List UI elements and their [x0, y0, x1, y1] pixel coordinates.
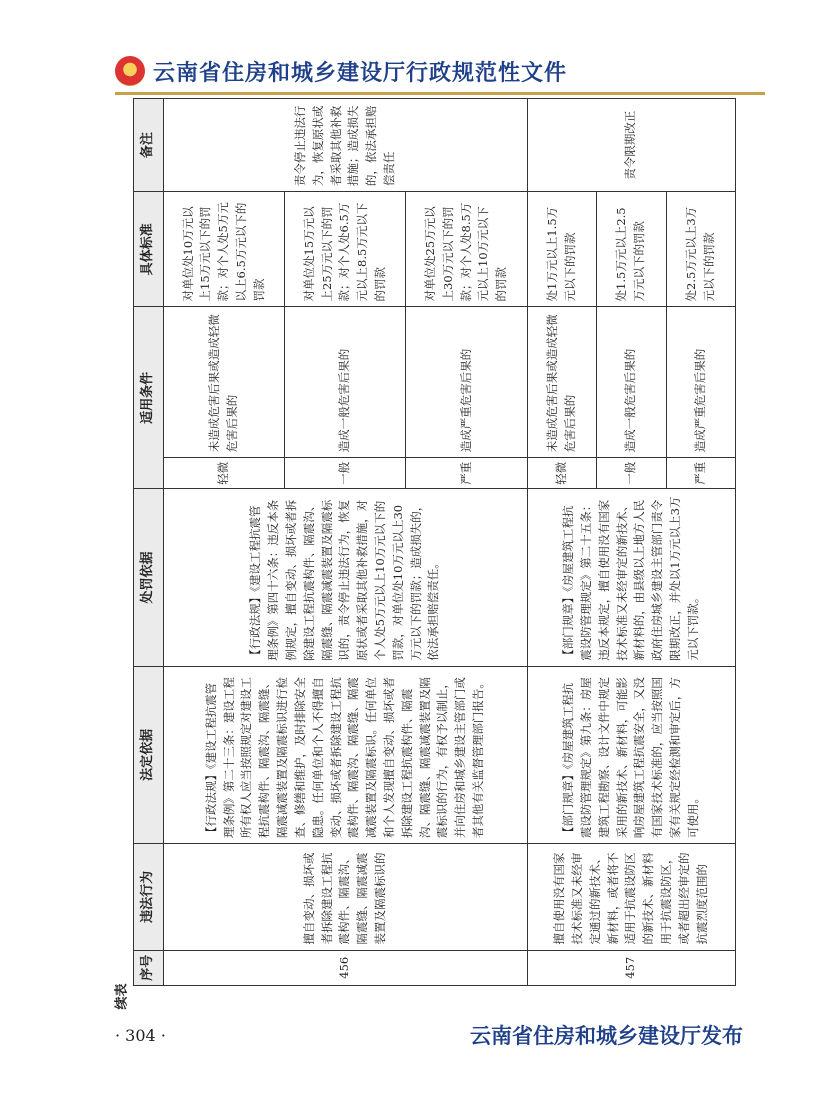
- penalty-table-container: [133, 98, 736, 986]
- row-number: 457: [527, 950, 735, 985]
- applicable-condition: 造成一般危害后果的: [285, 307, 406, 458]
- header-divider: [115, 92, 765, 95]
- row-number: 456: [164, 950, 528, 985]
- severity-level: 一般: [285, 458, 406, 489]
- remark: 责令停止违法行为，恢复原状或者采取其他补救措施；造成损失的，依法承担赔偿责任: [164, 99, 528, 192]
- penalty-basis: 【行政法规】《建设工程抗震管理条例》第四十六条：违反本条例规定，擅自变动、损坏或者拆除建设工程抗震构件、隔震沟、隔震缝、隔震减震装置及隔震标识的，责令停止违法行为，恢复原状或者采取其他补救措施，对个人处5万元以上10万元以下的罚款，对单位处10万元以上30万元以下的罚款；造成损失的，依法承担赔偿责任。: [164, 489, 528, 666]
- column-header-condition: 适用条件: [134, 307, 164, 489]
- applicable-condition: 造成严重危害后果的: [406, 307, 527, 458]
- illegal-act: 擅自变动、损坏或者拆除建设工程抗震构件、隔震沟、隔震缝、隔震减震装置及隔震标识的: [164, 844, 528, 950]
- specific-standard: 处1.5万元以上2.5万元以下的罚款: [597, 192, 666, 307]
- column-header-remark: 备注: [134, 99, 164, 192]
- severity-level: 轻微: [164, 458, 285, 489]
- applicable-condition: 未造成危害后果或造成轻微危害后果的: [527, 307, 596, 458]
- column-header-legal-basis: 法定依据: [134, 666, 164, 843]
- penalty-basis: 【部门规章】《房屋建筑工程抗震设防管理规定》第二十五条：违反本规定，擅自使用没有国家技术标准又未经审定的新技术、新材料的，由县级以上地方人民政府住房城乡建设主管部门责令限期改正，并处以1万元以上3万元以下罚款。: [527, 489, 735, 666]
- table-row: [527, 99, 596, 986]
- severity-level: 轻微: [527, 458, 596, 489]
- column-header-act: 违法行为: [134, 844, 164, 950]
- legal-basis: 【行政法规】《建设工程抗震管理条例》第二十三条：建设工程所有权人应当按照规定对建设工程抗震构件、隔震沟、隔震缝、隔震减震装置及隔震标识进行检查、修缮和维护，及时排除安全隐患。任何单位和个人不得擅自变动、损坏或者拆除建设工程抗震构件、隔震沟、隔震缝、隔震减震装置及隔震标识。任何单位和个人发现擅自变动、损坏或者拆除建设工程抗震构件、隔震沟、隔震缝、隔震减震装置及隔震标识的行为，有权予以制止，并向住房和城乡建设主管部门或者其他有关监督管理部门报告。: [164, 666, 528, 843]
- legal-basis: 【部门规章】《房屋建筑工程抗震设防管理规定》第九条：房屋建筑工程勘察、设计文件中规定采用的新技术、新材料，可能影响房屋建筑工程抗震安全，又没有国家技术标准的，应当按照国家有关规定经检测和审定后，方可使用。: [527, 666, 735, 843]
- specific-standard: 处1万元以上1.5万元以下的罚款: [527, 192, 596, 307]
- table-header-row: [134, 99, 164, 986]
- severity-level: 一般: [597, 458, 666, 489]
- header-title: 云南省住房和城乡建设厅行政规范性文件: [153, 61, 568, 86]
- illegal-act: 擅自使用没有国家技术标准又未经审定通过的新技术、新材料，或者将不适用于抗震设防区的新技术、新材料用于抗震设防区，或者超出经审定的抗震烈度范围的: [527, 844, 735, 950]
- column-header-no: 序号: [134, 950, 164, 985]
- page-number: · 304 ·: [115, 1026, 166, 1045]
- specific-standard: 对单位处25万元以上30万元以下的罚款；对个人处8.5万元以上10万元以下的罚款: [406, 192, 527, 307]
- column-header-penalty-basis: 处罚依据: [134, 489, 164, 666]
- continued-label: 续表: [114, 983, 130, 1010]
- column-header-standard: 具体标准: [134, 192, 164, 307]
- severity-level: 严重: [406, 458, 527, 489]
- specific-standard: 对单位处15万元以上25万元以下的罚款；对个人处6.5万元以上8.5万元以下的罚款: [285, 192, 406, 307]
- applicable-condition: 未造成危害后果或造成轻微危害后果的: [164, 307, 285, 458]
- publisher-footer: 云南省住房和城乡建设厅发布: [470, 1024, 743, 1048]
- national-emblem-icon: [115, 56, 145, 86]
- remark: 责令限期改正: [527, 99, 735, 192]
- applicable-condition: 造成严重危害后果的: [666, 307, 736, 458]
- applicable-condition: 造成一般危害后果的: [597, 307, 666, 458]
- severity-level: 严重: [666, 458, 736, 489]
- page-header: [115, 52, 755, 98]
- table-row: [164, 99, 285, 986]
- specific-standard: 处2.5万元以上3万元以下的罚款: [666, 192, 736, 307]
- specific-standard: 对单位处10万元以上15万元以下的罚款；对个人处5万元以上6.5万元以下的罚款: [164, 192, 285, 307]
- penalty-standard-table: [133, 98, 736, 986]
